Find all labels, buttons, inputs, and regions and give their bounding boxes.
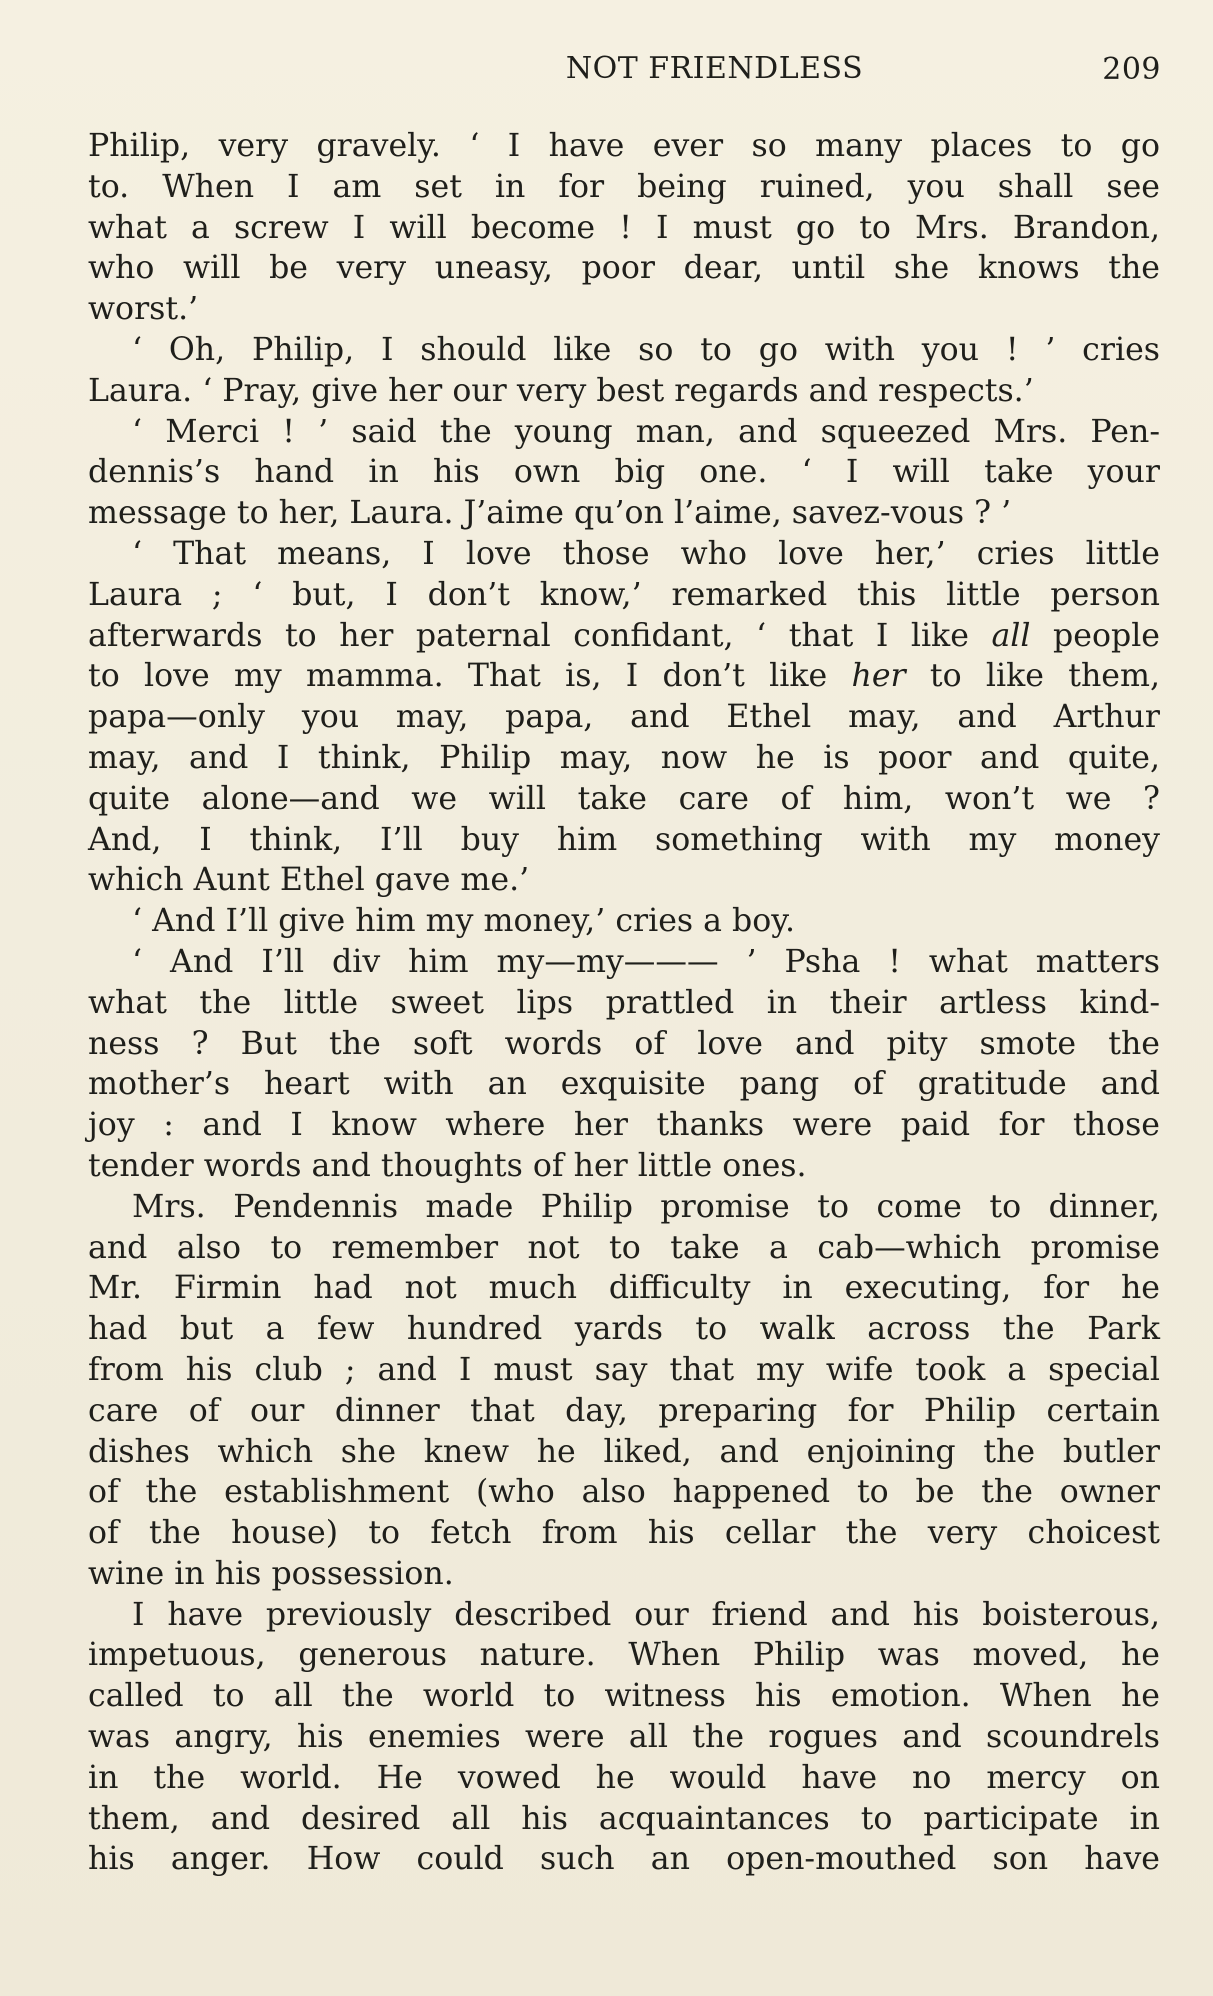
body-text	[88, 126, 1160, 1880]
text-line: afterwards to her paternal confidant, ‘ that I like all people	[88, 617, 1160, 654]
text-line: quite alone—and we will take care of him, won’t we ?	[88, 780, 1160, 817]
text-line: ness ? But the soft words of love and pity smote the	[88, 1025, 1160, 1062]
running-header	[88, 45, 1161, 93]
text-line: from his club ; and I must say that my wife took a special	[88, 1351, 1160, 1388]
text-line: Mr. Firmin had not much difficulty in executing, for he	[88, 1270, 1160, 1307]
italic-word: all	[991, 617, 1031, 654]
text-line: of the establishment (who also happened to be the owner	[88, 1474, 1160, 1511]
text-line: worst.’	[88, 291, 199, 328]
text-line: may, and I think, Philip may, now he is poor and quite,	[88, 739, 1160, 776]
text-line: message to her, Laura. J’aime qu’on l’aime, savez-vous ? ’	[88, 495, 1012, 532]
text-line: them, and desired all his acquaintances to participate in	[88, 1800, 1160, 1837]
text-line: what a screw I will become ! I must go to Mrs. Brandon,	[88, 209, 1160, 246]
text-line: dennis’s hand in his own big one. ‘ I will take your	[88, 454, 1160, 491]
text-line: papa—only you may, papa, and Ethel may, and Arthur	[88, 699, 1160, 736]
text-line: his anger. How could such an open-mouthed son have	[88, 1841, 1160, 1878]
text-line: which Aunt Ethel gave me.’	[88, 862, 530, 899]
text-line: impetuous, generous nature. When Philip was moved, he	[88, 1637, 1160, 1674]
text-line: and also to remember not to take a cab—which promise	[88, 1229, 1160, 1266]
text-line: who will be very uneasy, poor dear, until she knows the	[88, 250, 1160, 287]
text-line: wine in his possession.	[88, 1555, 454, 1592]
text-line: what the little sweet lips prattled in their artless kind-	[88, 984, 1160, 1021]
text-line: ‘ Oh, Philip, I should like so to go with you ! ’ cries	[132, 331, 1160, 368]
chapter-title: NOT FRIENDLESS	[565, 51, 864, 86]
page-number: 209	[1102, 52, 1161, 87]
text-line: Laura. ‘ Pray, give her our very best regards and respects.’	[88, 372, 1034, 409]
text-line: to love my mamma. That is, I don’t like her to like them,	[88, 658, 1160, 695]
text-line: care of our dinner that day, preparing for Philip certain	[88, 1392, 1160, 1429]
text-line: Mrs. Pendennis made Philip promise to come to dinner,	[132, 1188, 1160, 1225]
text-line: mother’s heart with an exquisite pang of gratitude and	[88, 1066, 1160, 1103]
text-line: was angry, his enemies were all the rogues and scoundrels	[88, 1719, 1160, 1756]
italic-word: her	[851, 658, 906, 695]
text-line: to. When I am set in for being ruined, you shall see	[88, 168, 1160, 205]
text-line: ‘ That means, I love those who love her,’ cries little	[132, 535, 1160, 572]
text-line: had but a few hundred yards to walk across the Park	[88, 1311, 1160, 1348]
text-line: Philip, very gravely. ‘ I have ever so many places to go	[88, 128, 1160, 164]
text-line: of the house) to fetch from his cellar the very choicest	[88, 1515, 1160, 1552]
text-line: Laura ; ‘ but, I don’t know,’ remarked this little person	[88, 576, 1160, 613]
text-line: tender words and thoughts of her little ones.	[88, 1147, 807, 1184]
text-line: I have previously described our friend and his boisterous,	[132, 1596, 1160, 1633]
text-line: joy : and I know where her thanks were paid for those	[88, 1107, 1160, 1144]
text-line: ‘ Merci ! ’ said the young man, and squeezed Mrs. Pen-	[132, 413, 1160, 450]
text-line: called to all the world to witness his emotion. When he	[88, 1678, 1160, 1715]
text-line: in the world. He vowed he would have no mercy on	[88, 1759, 1160, 1796]
text-line: ‘ And I’ll give him my money,’ cries a boy.	[132, 903, 795, 940]
text-line: ‘ And I’ll div him my—my——— ’ Psha ! what matters	[132, 943, 1160, 980]
text-line: And, I think, I’ll buy him something with my money	[88, 821, 1160, 858]
text-line: dishes which she knew he liked, and enjoining the butler	[88, 1433, 1160, 1470]
